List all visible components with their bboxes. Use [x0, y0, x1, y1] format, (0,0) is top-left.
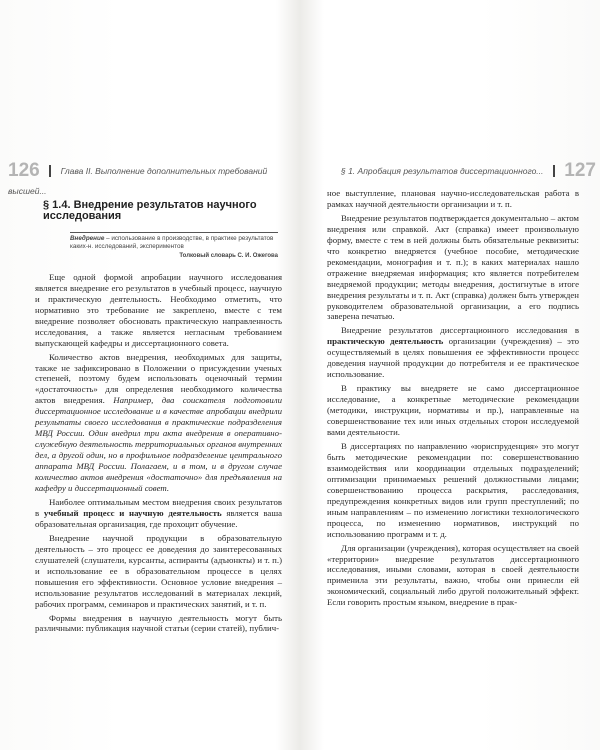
- left-page-body: [35, 200, 282, 634]
- paragraph: Внедрение результатов диссертационного исследования в практическую деятельность организации (учреждения) – это осуществляемый в целях повышения ее эффективности процесс доведения научной продукции до потребителя и ее практическое использование.: [327, 325, 579, 380]
- paragraph: Для организации (учреждения), которая осуществляет на своей «территории» внедрение результатов диссертационного исследования, иными словами, которая в своей деятельности применила эти результаты, важно, чтобы они принесли ей экономический, социальный либо другой положительный эффект. Если говорить простым языком, внедрение в прак-: [327, 542, 579, 608]
- epigraph-source: Толковый словарь С. И. Ожегова: [179, 252, 278, 259]
- epigraph: [70, 232, 278, 260]
- header-divider: [553, 165, 555, 177]
- section-title: § 1.4. Внедрение результатов научного исследования: [43, 199, 257, 222]
- right-running-title: § 1. Апробация результатов диссертационного...: [340, 166, 544, 176]
- example-text: Например, два соискателя подготовили диссертационное исследование и в качестве апробации внедрили результаты своего исследования в практические подразделения МВД России. Один внедрил три акта внедрения в оперативно-служебную деятельность территориальных органов внутренних дел, а другой один, но в профильное подразделение центрального аппарата МВД России. Полагаем, и в том, и в другом случае количество актов внедрения «достаточно» для предъявления на кафедру и диссертационный совет.: [35, 395, 282, 494]
- right-page-header: [316, 160, 596, 180]
- right-page-body: [327, 188, 579, 608]
- right-page-number: 127: [564, 160, 596, 181]
- paragraph: В диссертациях по направлению «юриспруденция» это могут быть методические рекомендации по: совершенствованию взаимодействия или координации отдельных подразделений; оптимизации принимаемых решений должностными лицами; совершенствованию процесса раскрытия, расследования, предупреждения конкретных видов или групп преступлений; по иным направлениям – по изменению логистики технологического процесса, по изменению нормативов, инструкций по использованию программ и т. д.: [327, 440, 579, 539]
- paragraph: Внедрение результатов подтверждается документально – актом внедрения или справкой. Акт (справка) имеет произвольную форму, вместе с тем в ней должны быть обязательные реквизиты: что конкретно внедряется (учебное пособие, методические рекомендации, монография и т. п.); в каких материалах нашло отражение внедряемая информация; кто является потребителем внедряемой продукции; методы внедрения, достигнутые в итоге внедрения результаты и т. п. Акт (справка) должен быть утвержден руководителем образовательной организации, а его подпись заверена печатью.: [327, 212, 579, 322]
- paragraph: Наиболее оптимальным местом внедрения своих результатов в учебный процесс и научную деятельность является ваша образовательная организация, где прохоцит обучение.: [35, 496, 282, 529]
- paragraph: Еще одной формой апробации научного исследования является внедрение его результатов в учебный процесс, научную и практическую деятельность. Необходимо отметить, что нормативно это требование не закреплено, вместе с тем внедрение позволяет обосновать практическую направленность исследования, а также является негласным требованием выпускающей кафедры и диссертационного совета.: [35, 271, 282, 348]
- header-divider: [49, 165, 51, 177]
- paragraph: Количество актов внедрения, необходимых для защиты, также не зафиксировано в Положении о присуждении ученых степеней, поэтому будем использовать оценочный термин «достаточность» для определения необходимого количества актов внедрения. Например, два соискателя подготовили диссертационное исследование и в качестве апробации внедрили результаты своего исследования в практические подразделения МВД России. Один внедрил три акта внедрения в оперативно-служебную деятельность территориальных органов внутренних дел, а другой один, но в профильное подразделение центрального аппарата МВД России. Полагаем, и в том, и в другом случае количество актов внедрения «достаточно» для предъявления на кафедру и диссертационный совет.: [35, 351, 282, 494]
- bold-term: учебный процесс и научную деятельность: [43, 507, 222, 518]
- bold-term: практическую деятельность: [327, 336, 444, 347]
- epigraph-text: Внедрение – использование в производстве, в практике результатов каких-н. исследований, экспериментов: [70, 234, 274, 250]
- left-page-header: [8, 160, 284, 196]
- paragraph: ное выступление, плановая научно-исследовательская работа в рамках научной деятельности организации и т. п.: [327, 188, 579, 209]
- epigraph-term: Внедрение: [70, 234, 105, 242]
- paragraph: Формы внедрения в научную деятельность могут быть различными: публикация научной статьи (серии статей), публич-: [35, 612, 282, 634]
- left-running-title: Глава II. Выполнение дополнительных требований высшей...: [8, 166, 268, 196]
- paragraph: Внедрение научной продукции в образовательную деятельность – это процесс ее доведения до заинтересованных слушателей (слушатели, курсанты, аспиранты (адъюнкты) и т. п.) и использование ее в образовательном процессе в целях повышения его эффективности. Основное условие внедрения – использование результатов исследований в материалах лекций, рабочих программ, семинаров и практических занятий, и т. п.: [35, 532, 282, 609]
- left-page-number: 126: [8, 160, 40, 181]
- paragraph: В практику вы внедряете не само диссертационное исследование, а конкретные методические рекомендации (методики, инструкции, нормативы и пр.), направленные на совершенствование тех или иных отдельных сторон исследуемой вами деятельности.: [327, 383, 579, 438]
